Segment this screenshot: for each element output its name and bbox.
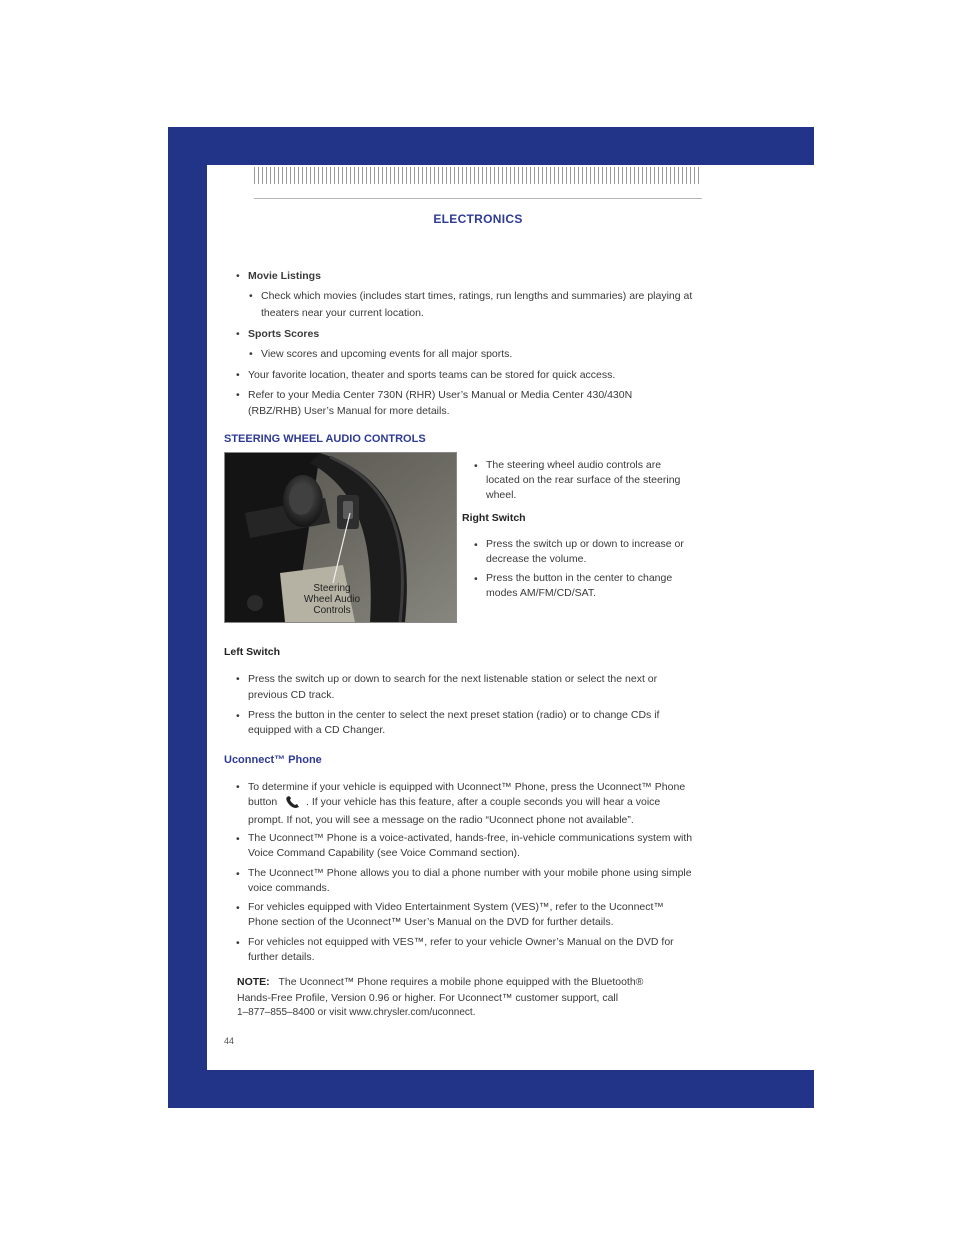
header-rule [254, 198, 702, 199]
note-line2: Hands-Free Profile, Version 0.96 or higher. For Uconnect™ customer support, call [237, 992, 619, 1004]
uconnect-button-suffix: . If your vehicle has this feature, after a couple seconds you will hear a voice [306, 796, 661, 808]
uconnect-button-prefix: button [248, 796, 278, 808]
phone-icon [284, 795, 304, 809]
left-switch-preset-text: Press the button in the center to select the next preset station (radio) or to change CDs if equipped with a CD Changer. [248, 709, 660, 736]
note-line1 [237, 974, 643, 990]
list-item-sports-scores: Sports Scores [248, 328, 320, 340]
photo-caption: Steering Wheel Audio Controls [303, 583, 361, 616]
page-number: 44 [224, 1036, 235, 1046]
bullet-marker: • [474, 539, 478, 551]
right-switch-volume-text: Press the switch up or down to increase or decrease the volume. [486, 538, 684, 565]
list-item: Your favorite location, theater and sports teams can be stored for quick access. [248, 369, 616, 381]
uconnect-dial-text: The Uconnect™ Phone allows you to dial a phone number with your mobile phone using simple voice commands. [248, 867, 692, 894]
list-item: Refer to your Media Center 730N (RHR) User’s Manual or Media Center 430/430N [248, 389, 633, 401]
right-switch-heading: Right Switch [462, 512, 526, 524]
bullet-marker: • [474, 573, 478, 585]
list-subitem: Check which movies (includes start times, ratings, run lengths and summaries) are playing at [261, 290, 693, 302]
bullet-marker: • [249, 348, 253, 360]
bullet-marker: • [236, 710, 240, 722]
note-line3: 1–877–855–8400 or visit www.chrysler.com/uconnect. [237, 1007, 476, 1018]
left-switch-search-text: Press the switch up or down to search for the next listenable station or select the next or previous CD track. [248, 673, 658, 701]
bullet-marker: • [249, 290, 253, 302]
steering-location-text: The steering wheel audio controls are located on the rear surface of the steering wheel. [486, 459, 681, 501]
uconnect-no-ves-text: For vehicles not equipped with VES™, refer to your vehicle Owner’s Manual on the DVD for further details. [248, 936, 674, 963]
bullet-marker: • [236, 673, 240, 685]
tick-ruler [254, 167, 702, 184]
uconnect-voice-text: The Uconnect™ Phone is a voice-activated, hands-free, in-vehicle communications system with Voice Command Capability (see Voice Command section). [248, 832, 693, 859]
uconnect-heading: Uconnect™ Phone [224, 754, 322, 766]
steering-heading: STEERING WHEEL AUDIO CONTROLS [224, 433, 426, 445]
right-switch-mode-text: Press the button in the center to change modes AM/FM/CD/SAT. [486, 572, 673, 599]
bullet-marker: • [236, 937, 240, 949]
left-switch-heading: Left Switch [224, 646, 281, 658]
note-label: NOTE: [237, 976, 270, 988]
note-text: The Uconnect™ Phone requires a mobile phone equipped with the Bluetooth® [278, 976, 644, 988]
uconnect-determine-line3: prompt. If not, you will see a message on the radio “Uconnect phone not available”. [248, 814, 634, 826]
bullet-marker: • [236, 270, 240, 282]
uconnect-determine-line1: To determine if your vehicle is equipped with Uconnect™ Phone, press the Uconnect™ Phone [248, 781, 686, 793]
uconnect-ves-text: For vehicles equipped with Video Entertainment System (VES)™, refer to the Uconnect™ Phone section of the Uconnect™ User’s Manual on the DVD for further details. [248, 901, 664, 928]
bullet-marker: • [236, 389, 240, 401]
bullet-marker: • [236, 328, 240, 340]
bullet-marker: • [236, 868, 240, 880]
section-title: ELECTRONICS [433, 212, 523, 226]
list-item-cont: (RBZ/RHB) User’s Manual for more details. [248, 405, 450, 417]
bullet-marker: • [236, 781, 240, 793]
bullet-marker: • [236, 902, 240, 914]
list-item-movie-listings: Movie Listings [248, 270, 321, 282]
bullet-marker: • [474, 460, 478, 472]
bullet-marker: • [236, 833, 240, 845]
bullet-marker: • [236, 369, 240, 381]
list-subitem-cont: theaters near your current location. [261, 307, 424, 319]
list-subitem: View scores and upcoming events for all major sports. [261, 348, 513, 360]
